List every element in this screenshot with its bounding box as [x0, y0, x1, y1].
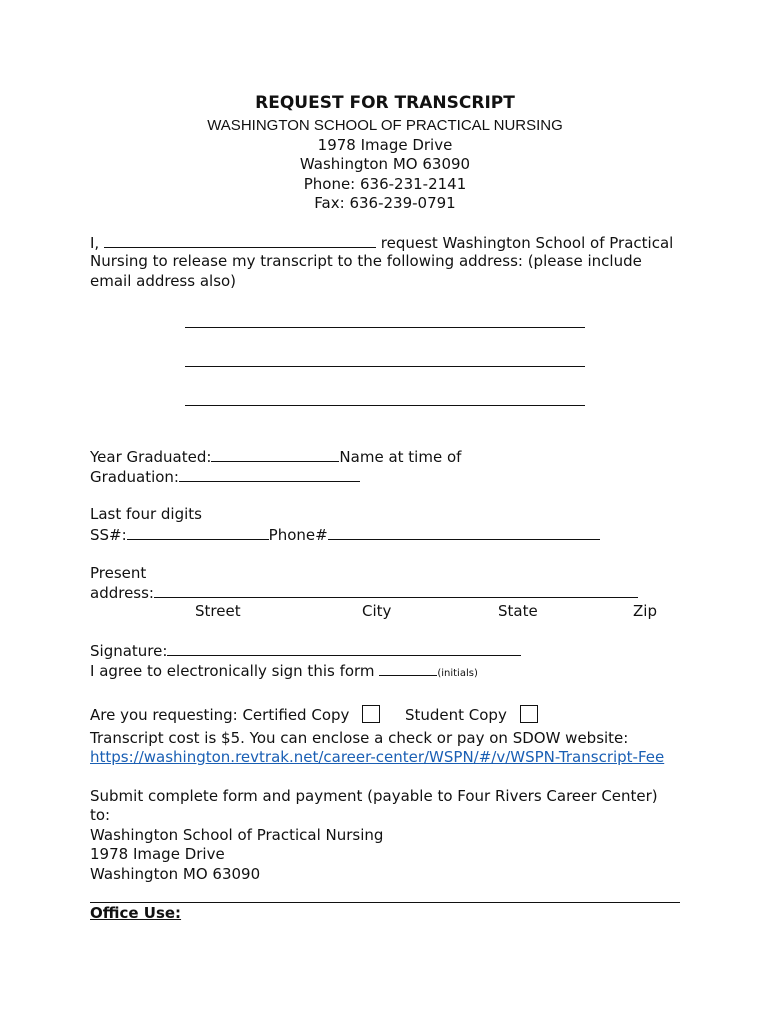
signature-line [90, 641, 521, 661]
student-copy-checkbox[interactable] [520, 705, 538, 723]
request-line-1 [90, 233, 673, 253]
submit-line-4: 1978 Image Drive [90, 845, 225, 863]
submit-line-3: Washington School of Practical Nursing [90, 826, 384, 844]
phone-blank[interactable] [328, 525, 600, 540]
request-prefix: I, [90, 234, 100, 252]
signature-blank[interactable] [167, 641, 521, 656]
payment-link[interactable]: https://washington.revtrak.net/career-center/WSPN/#/v/WSPN-Transcript-Fee [90, 748, 665, 766]
copy-type-line [90, 705, 538, 725]
graduation-name-blank[interactable] [179, 467, 360, 482]
address-label: address: [90, 584, 154, 602]
state-label: State [498, 602, 538, 620]
school-phone: Phone: 636-231-2141 [303, 175, 467, 193]
initials-label: (initials) [437, 668, 478, 679]
phone-label: Phone# [268, 526, 328, 544]
present-address-blank[interactable] [154, 583, 638, 598]
school-city: Washington MO 63090 [299, 155, 471, 173]
submit-line-2: to: [90, 806, 111, 824]
certified-copy-checkbox[interactable] [362, 705, 380, 723]
submit-line-5: Washington MO 63090 [90, 865, 261, 883]
graduation-label: Graduation: [90, 468, 179, 486]
ss-blank[interactable] [127, 525, 269, 540]
city-label: City [362, 602, 392, 620]
page-title: REQUEST FOR TRANSCRIPT [255, 93, 515, 113]
school-street: 1978 Image Drive [317, 136, 453, 154]
address-blank-2[interactable] [185, 366, 585, 367]
cost-text: Transcript cost is $5. You can enclose a check or pay on SDOW website: [90, 729, 629, 747]
submit-line-1: Submit complete form and payment (payable to Four Rivers Career Center) [90, 787, 658, 805]
year-graduated-label: Year Graduated: [90, 448, 212, 466]
address-blank-3[interactable] [185, 405, 585, 406]
copy-type-question: Are you requesting: Certified Copy [90, 706, 350, 724]
school-fax: Fax: 636-239-0791 [314, 194, 456, 212]
student-copy-label: Student Copy [404, 706, 507, 724]
graduation-line-2 [90, 467, 360, 487]
agree-line [90, 661, 478, 683]
street-label: Street [195, 602, 241, 620]
signature-label: Signature: [90, 642, 168, 660]
ss-label: SS#: [90, 526, 127, 544]
office-use-label: Office Use: [90, 904, 182, 922]
school-name: WASHINGTON SCHOOL OF PRACTICAL NURSING [207, 117, 563, 134]
name-at-time-label: Name at time of [339, 448, 462, 466]
name-blank[interactable] [104, 233, 376, 248]
graduation-line-1 [90, 447, 461, 467]
initials-blank[interactable] [379, 661, 437, 676]
office-divider [90, 902, 680, 903]
year-graduated-blank[interactable] [211, 447, 339, 462]
request-line-2: Nursing to release my transcript to the following address: (please include [90, 252, 642, 270]
ssn-intro: Last four digits [90, 505, 202, 523]
request-suffix: request Washington School of Practical [380, 234, 674, 252]
zip-label: Zip [633, 602, 657, 620]
request-line-3: email address also) [90, 272, 237, 290]
present-address-line [90, 583, 638, 603]
ssn-line [90, 525, 600, 545]
present-label: Present [90, 564, 147, 582]
address-blank-1[interactable] [185, 327, 585, 328]
agree-text: I agree to electronically sign this form [90, 662, 375, 680]
